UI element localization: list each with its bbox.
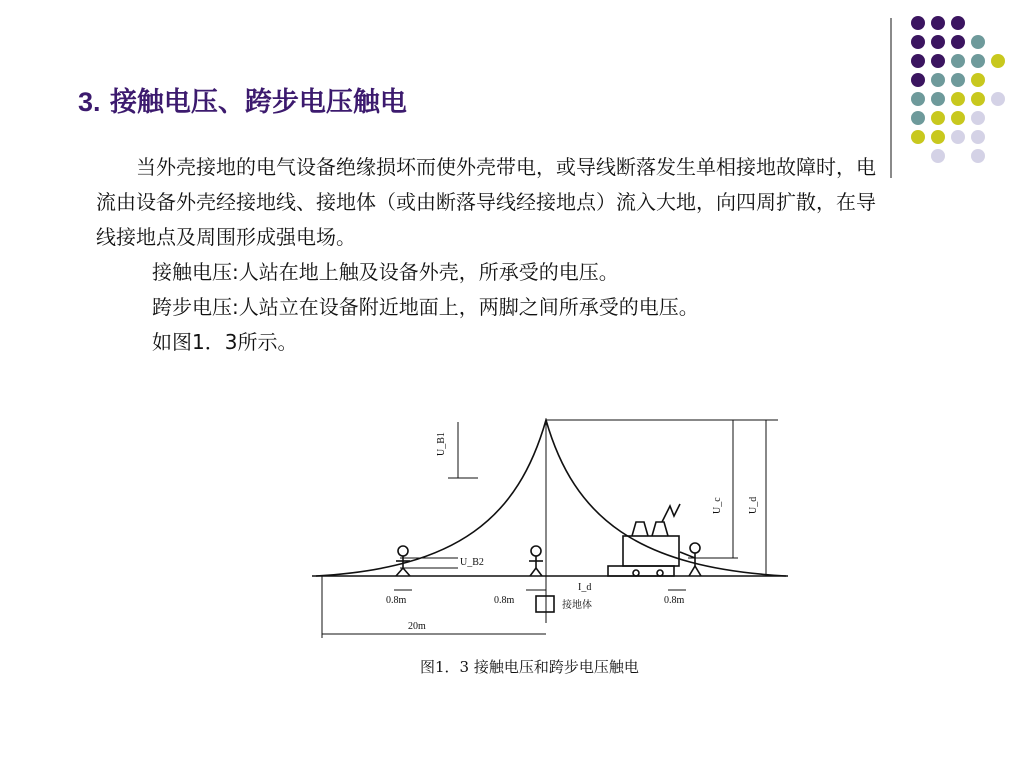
decorative-dot [991, 54, 1005, 68]
decorative-dot [971, 149, 985, 163]
label-step-left: 0.8m [386, 595, 407, 606]
label-distance: 20m [408, 621, 426, 632]
decorative-dot [951, 73, 965, 87]
decorative-dot [911, 73, 925, 87]
intro-paragraph: 当外壳接地的电气设备绝缘损坏而使外壳带电，或导线断落发生单相接地故障时，电流由设备外壳经接地线、接地体（或由断落导线经接地点）流入大地，向四周扩散，在导线接地点及周围形成强电场。 [96, 155, 876, 249]
label-ud: U_d [748, 496, 759, 514]
decorative-dot [951, 130, 965, 144]
label-ground-body: 接地体 [562, 600, 592, 611]
decorative-dot [971, 92, 985, 106]
decorative-dot [911, 130, 925, 144]
label-uc: U_c [712, 497, 723, 514]
decorative-dot [971, 54, 985, 68]
figure-reference: 如图1．3所示。 [152, 330, 298, 354]
label-ub2: U_B2 [460, 557, 484, 568]
label-id: I_d [578, 582, 592, 593]
center-person-figure [529, 546, 543, 576]
decorative-dot [931, 35, 945, 49]
decorative-dot [931, 130, 945, 144]
decorative-dot [911, 92, 925, 106]
decorative-dot [931, 149, 945, 163]
decorative-dot [971, 73, 985, 87]
left-person-figure [396, 546, 410, 576]
title-text: 接触电压、跨步电压触电 [109, 87, 407, 118]
decorative-divider-line [890, 18, 892, 178]
decorative-dot [931, 16, 945, 30]
figure-caption: 图1．3 接触电压和跨步电压触电 [420, 658, 639, 676]
decorative-dot [951, 35, 965, 49]
body-text [96, 150, 886, 360]
ground-electrode [536, 596, 554, 612]
decorative-dot [911, 16, 925, 30]
decorative-dot [911, 111, 925, 125]
slide-title [78, 80, 407, 119]
decorative-dot [951, 92, 965, 106]
label-step-mid: 0.8m [494, 595, 515, 606]
decorative-dot [951, 16, 965, 30]
decorative-dot [951, 111, 965, 125]
decorative-dot [911, 54, 925, 68]
contact-voltage-definition: 接触电压:人站在地上触及设备外壳，所承受的电压。 [152, 260, 619, 284]
decorative-dot [971, 111, 985, 125]
decorative-dot [931, 54, 945, 68]
decorative-dot [931, 92, 945, 106]
decorative-dot [971, 35, 985, 49]
decorative-dot [951, 54, 965, 68]
step-voltage-definition: 跨步电压:人站立在设备附近地面上，两脚之间所承受的电压。 [152, 295, 699, 319]
label-ub1: U_B1 [436, 432, 447, 456]
decorative-dot [991, 92, 1005, 106]
decorative-dot [911, 35, 925, 49]
decorative-dot [931, 73, 945, 87]
decorative-dot [971, 130, 985, 144]
decorative-dot [931, 111, 945, 125]
label-step-right: 0.8m [664, 595, 685, 606]
electrical-equipment [608, 504, 680, 576]
touch-step-voltage-diagram [308, 418, 792, 640]
title-number: 3. [78, 87, 101, 117]
